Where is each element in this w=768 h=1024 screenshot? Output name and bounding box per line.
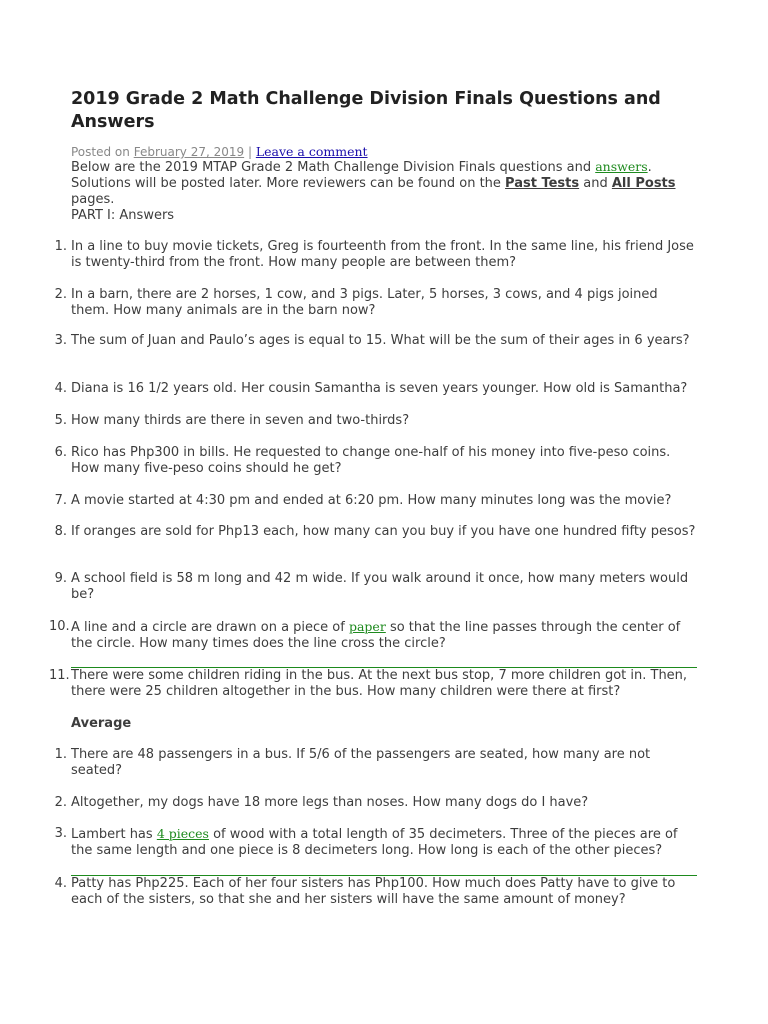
intro-text-1: Below are the 2019 MTAP Grade 2 Math Challenge Division Finals questions and (71, 160, 596, 175)
question-text: Rico has Php300 in bills. He requested to change one-half of his money into five-peso coins. How many five-peso coins should he get? (71, 445, 671, 476)
question-item (49, 668, 699, 700)
question-text-pre: A line and a circle are drawn on a piece of (71, 620, 349, 635)
question-text: Patty has Php225. Each of her four sisters has Php100. How much does Patty have to give to each of the sisters, so that she and her sisters will have the same amount of money? (71, 876, 676, 907)
question-item (49, 619, 699, 652)
question-text-post: of wood with a total length of 35 decimeters. Three of the pieces are of the same length and one piece is 8 decimeters long. How long is each of the other pieces? (71, 827, 678, 858)
question-item (54, 524, 699, 540)
question-item (54, 493, 699, 509)
question-number: 4. (54, 381, 67, 396)
question-item (54, 747, 699, 779)
intro-paragraph (71, 159, 691, 224)
question-item (54, 795, 699, 811)
question-number: 2. (54, 795, 67, 810)
question-item (54, 287, 699, 319)
question-text: If oranges are sold for Php13 each, how many can you buy if you have one hundred fifty pesos? (71, 524, 696, 539)
intro-text-4: pages. (71, 192, 115, 207)
question-number: 9. (54, 571, 67, 586)
question-number: 8. (54, 524, 67, 539)
question-text: A movie started at 4:30 pm and ended at 6:20 pm. How many minutes long was the movie? (71, 493, 672, 508)
question-text: Diana is 16 1/2 years old. Her cousin Samantha is seven years younger. How old is Samantha? (71, 381, 688, 396)
past-tests-link[interactable]: Past Tests (505, 176, 580, 191)
question-item (54, 413, 699, 429)
question-item (54, 876, 699, 908)
question-item (54, 571, 699, 603)
post-date-link[interactable]: February 27, 2019 (133, 145, 245, 159)
intro-text-2: . Solutions will be posted later. More reviewers can be found on the (71, 160, 652, 191)
question-text: There are 48 passengers in a bus. If 5/6 of the passengers are seated, how many are not seated? (71, 747, 651, 778)
average-heading: Average (71, 716, 132, 731)
question-number: 1. (54, 747, 67, 762)
part-label: PART I: Answers (71, 208, 175, 223)
question-text: In a barn, there are 2 horses, 1 cow, and 3 pigs. Later, 5 horses, 3 cows, and 4 pigs joined them. How many animals are in the barn now? (71, 287, 658, 318)
posted-on-label: Posted on (71, 145, 130, 159)
question-item (54, 826, 699, 859)
article-title: 2019 Grade 2 Math Challenge Division Finals Questions and Answers (71, 89, 661, 132)
question-item (54, 333, 699, 349)
question-number: 3. (54, 333, 67, 348)
question-number: 2. (54, 287, 67, 302)
all-posts-link[interactable]: All Posts (611, 176, 676, 191)
pieces-link[interactable]: 4 pieces (156, 826, 209, 841)
post-meta (71, 144, 368, 160)
question-number: 4. (54, 876, 67, 891)
question-number: 3. (54, 826, 67, 841)
question-text: How many thirds are there in seven and two-thirds? (71, 413, 410, 428)
question-number: 7. (54, 493, 67, 508)
question-number: 10. (49, 619, 70, 634)
question-item (54, 239, 699, 271)
question-item (54, 445, 699, 477)
question-text-pre: Lambert has (71, 827, 157, 842)
question-text: In a line to buy movie tickets, Greg is fourteenth from the front. In the same line, his friend Jose is twenty-third from the front. How many people are between them? (71, 239, 694, 270)
question-text: A school field is 58 m long and 42 m wide. If you walk around it once, how many meters would be? (71, 571, 689, 602)
question-text-post: so that the line passes through the center of the circle. How many times does the line cross the circle? (71, 620, 681, 651)
question-item (54, 381, 699, 397)
paper-link[interactable]: paper (348, 619, 386, 634)
question-number: 11. (49, 668, 70, 683)
question-number: 1. (54, 239, 67, 254)
leave-comment-link[interactable]: Leave a comment (255, 144, 368, 159)
question-text: There were some children riding in the bus. At the next bus stop, 7 more children got in. Then, there were 25 children altogether in the bus. How many children were there at first? (71, 668, 688, 699)
question-text: The sum of Juan and Paulo’s ages is equal to 15. What will be the sum of their ages in 6 years? (71, 333, 690, 348)
question-number: 5. (54, 413, 67, 428)
meta-separator: | (247, 145, 253, 159)
question-text: Altogether, my dogs have 18 more legs than noses. How many dogs do I have? (71, 795, 589, 810)
question-number: 6. (54, 445, 67, 460)
answers-link[interactable]: answers (595, 159, 648, 174)
intro-text-3: and (579, 176, 612, 191)
